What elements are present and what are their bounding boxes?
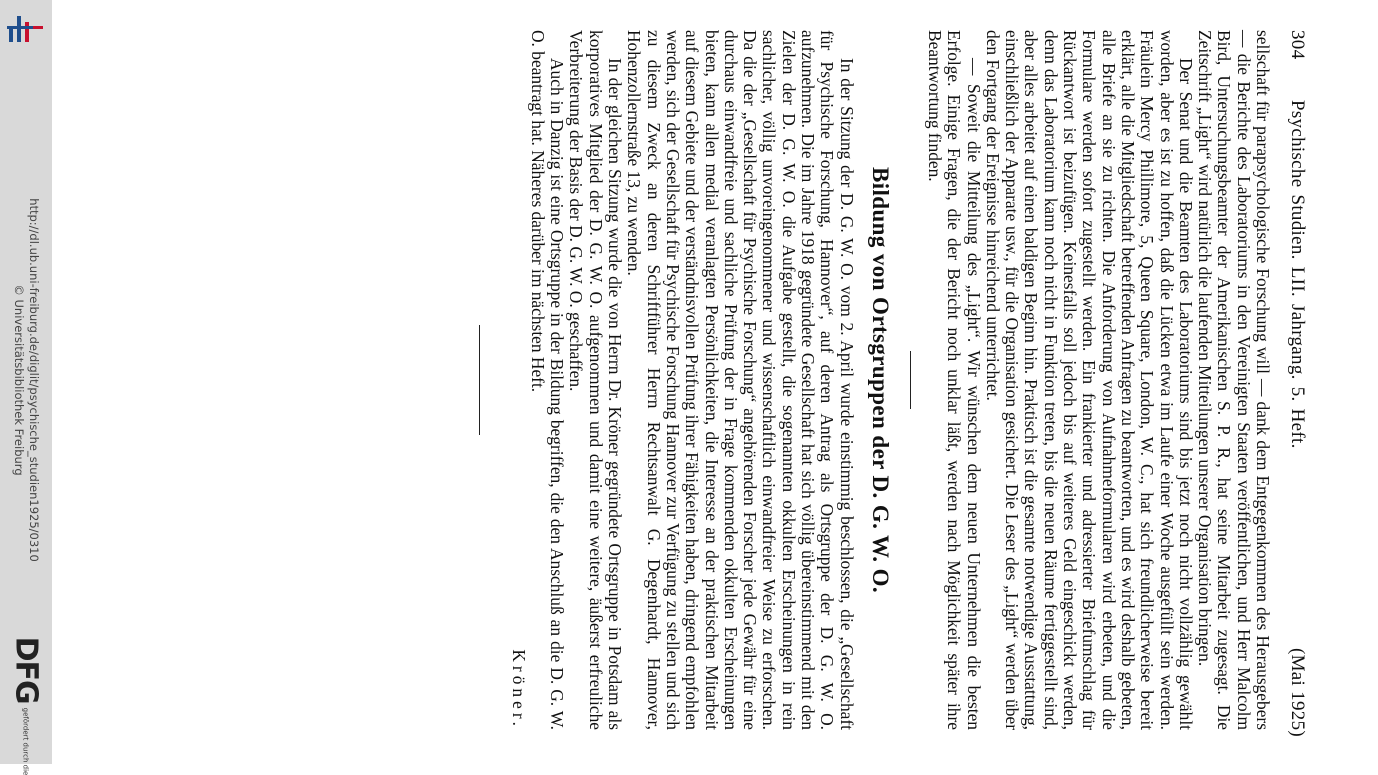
section-title: Bildung von Ortsgruppen der D. G. W. O. bbox=[867, 166, 893, 594]
page-number: 304 bbox=[1287, 30, 1308, 60]
paragraph: In der Sitzung der D. G. W. O. vom 2. April wurde einstimmig beschlossen, die „Gesellschaft für Psychische Forschung, Hannover“, auf deren Antrag als Ortsgruppe der D. G. W. O. aufzunehmen. Die im Jahre 1918 gegründete Gesellschaft hat sich völlig übereinstimmend mit den Zielen der D. G. W. O. die Aufgabe gestellt, die sogenannten okkulten Erscheinungen in rein sachlicher, völlig unvoreingenommener und wissenschaftlich einwandfreier Weise zu erforschen. Da die der „Gesellschaft für Psychische Forschung“ angehörenden Forscher jede Gewähr für eine durchaus einwandfreie und sachliche Prüfung der in Frage kommenden okkulten Erscheinungen bieten, kann allen medial veranlagten Persönlichkeiten, die Interesse an der praktischen Mitarbeit auf diesem Gebiete und der verständnisvollen Prüfung ihrer Fähigkeiten haben, dringend empfohlen werden, sich der Gesellschaft für Psychische Forschung Hannover zur Verfügung zu stellen und sich zu diesem Zweck an deren Schriftführer Herrn Rechtsanwalt G. Degenhardt, Hannover, Hohenzollernstraße 13, zu wenden. bbox=[624, 30, 857, 730]
paragraph: Der Senat und die Beamten des Laboratoriums sind bis jetzt noch nicht vollzählig gewählt worden, aber es ist zu hoffen, daß die Lücken etwa im Laufe einer Woche ausgefüllt sein werden. Fräulein Mercy Phillimore, 5, Queen Square, London, W. C., hat sich freundlicherweise bereit erklärt, alle die Mitgliedschaft betreffenden Anfragen zu beantworten, und es wird deshalb gebeten, alle Briefe an sie zu richten. Die Anforderung von Aufnahmeformularen wird erbeten, und die Formulare werden sofort zugestellt werden. Ein frankierter und adressierter Briefumschlag für Rückantwort ist beizufügen. Keinesfalls soll jedoch bis auf weiteres Geld eingeschickt werden, denn das Laboratorium kann noch nicht in Funktion treten, bis die neuen Räume fertiggestellt sind, aber alles arbeitet auf einen baldigen Beginn hin. Praktisch ist die gesamte notwendige Ausstattung, einschließlich der Apparate usw., für die Organisation gesichert. Die Leser des „Light“ werden über den Fortgang der Ereignisse hinreichend unterrichtet. bbox=[982, 30, 1196, 730]
source-url[interactable]: http://dl.ub.uni-freiburg.de/diglit/psychische_studien1925/0310 bbox=[27, 198, 41, 562]
dfg-funding-note: gefördert durch die bbox=[22, 707, 30, 775]
viewer-sidebar bbox=[0, 0, 52, 775]
paragraph: sellschaft für parapsychologische Forschung will — dank dem Entgegenkommen des Herausgebers — die Berichte des Laboratoriums in den Vereinigten Staaten veröffentlichen, und Herr Malcolm Bird, Untersuchungsbeamter der Amerikanischen S. P. R., hat seine Mitarbeit zugesagt. Die Zeitschrift „Light“ wird natürlich die laufenden Mitteilungen unserer Organisation bringen. bbox=[1195, 30, 1273, 730]
running-title: Psychische Studien. LII. Jahrgang. 5. Heft. bbox=[1287, 100, 1308, 449]
paragraph: — Soweit die Mitteilung des „Light“. Wir wünschen dem neuen Unternehmen die besten Erfolge. Einige Fragen, die der Bericht noch unklar läßt, werden nach Möglichkeit später ihre Beantwortung finden. bbox=[924, 30, 984, 730]
section-divider bbox=[910, 351, 911, 409]
paragraph: In der gleichen Sitzung wurde die von Herrn Dr. Kröner gegründete Ortsgruppe in Potsdam als korporatives Mitglied der D. G. W. O. aufgenommen und damit eine weitere, äußerst erfreuliche Verbreiterung der Basis der D. G. W. O. geschaffen. bbox=[566, 30, 626, 730]
author-signature: Kröner. bbox=[508, 649, 529, 730]
end-divider bbox=[479, 325, 480, 435]
article-body bbox=[479, 30, 1272, 730]
page-header bbox=[1280, 30, 1308, 737]
dfg-logo-text: DFG bbox=[8, 636, 44, 704]
dfg-logo[interactable] bbox=[9, 637, 44, 775]
scanned-page bbox=[212, 8, 1312, 753]
copyright-notice: © Universitätsbibliothek Freiburg bbox=[12, 284, 26, 476]
ub-freiburg-logo-icon[interactable] bbox=[5, 8, 45, 48]
issue-date: (Mai 1925) bbox=[1287, 647, 1308, 737]
paragraph: Auch in Danzig ist eine Ortsgruppe in der Bildung begriffen, die den Anschluß an die D. G. W. O. beantragt hat. Näheres darüber im nächsten Heft. bbox=[527, 30, 568, 730]
source-info bbox=[11, 198, 41, 562]
